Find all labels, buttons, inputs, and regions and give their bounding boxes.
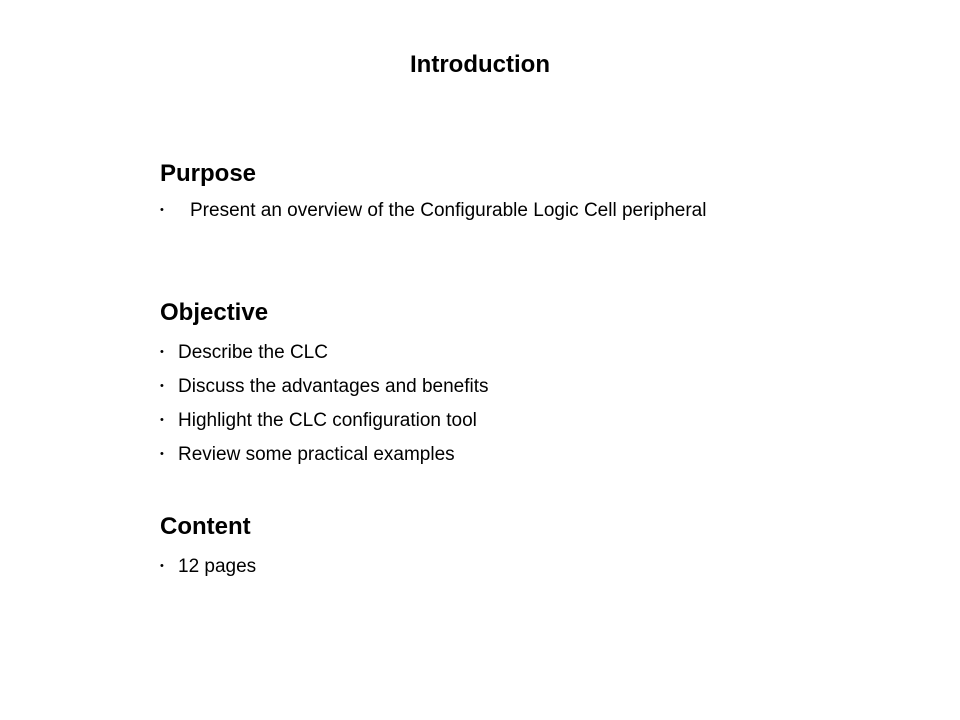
- objective-bullet-text: Review some practical examples: [178, 444, 455, 465]
- list-item: [160, 554, 800, 579]
- list-item: [160, 198, 800, 223]
- bullet-icon: •: [160, 204, 164, 216]
- purpose-heading: Purpose: [160, 160, 257, 187]
- purpose-bullet-text: Present an overview of the Configurable Logic Cell peripheral: [190, 200, 707, 221]
- bullet-icon: •: [160, 380, 164, 392]
- content-bullet-text: 12 pages: [178, 556, 257, 577]
- objective-bullet-text: Describe the CLC: [178, 342, 328, 363]
- slide-title: Introduction: [410, 51, 550, 78]
- content-list: [160, 554, 800, 579]
- objective-bullet-text: Discuss the advantages and benefits: [178, 376, 489, 397]
- bullet-icon: •: [160, 414, 164, 426]
- purpose-list: [160, 198, 800, 223]
- bullet-icon: •: [160, 346, 164, 358]
- objective-heading: Objective: [160, 299, 269, 326]
- list-item: [160, 374, 800, 399]
- objective-list: [160, 340, 800, 467]
- content-heading: Content: [160, 513, 251, 540]
- list-item: [160, 442, 800, 467]
- purpose-section: [160, 159, 800, 223]
- bullet-icon: •: [160, 448, 164, 460]
- list-item: [160, 408, 800, 433]
- content-section: [160, 512, 800, 579]
- list-item: [160, 340, 800, 365]
- bullet-icon: •: [160, 560, 164, 572]
- objective-section: [160, 298, 800, 476]
- objective-bullet-text: Highlight the CLC configuration tool: [178, 410, 477, 431]
